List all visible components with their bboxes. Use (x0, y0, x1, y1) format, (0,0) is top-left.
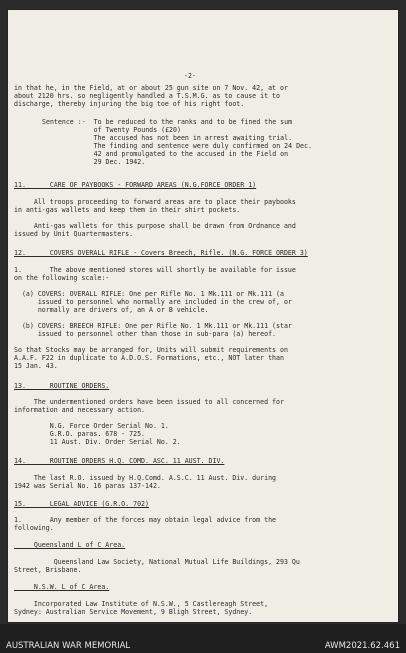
text-line: N.G. Force Order Serial No. 1. (14, 422, 169, 430)
text-line: of Twenty Pounds (£20) (42, 126, 181, 134)
text-line: Queensland Law Society, National Mutual Life Buildings, 293 Qu (14, 558, 300, 566)
subheading: Queensland L of C Area. (14, 541, 126, 549)
text-line: So that Stocks may be arranged for, Units will submit requirements on (14, 346, 288, 354)
text-line: 1. The above mentioned stores will shortly be available for issue (14, 266, 296, 274)
subheading: N.S.W. L of C Area. (14, 583, 110, 591)
text-line: normally are drivers of, an A or B vehicle. (14, 306, 209, 314)
text-line: 15 Jan. 43. (14, 362, 58, 370)
institution-label: AUSTRALIAN WAR MEMORIAL (6, 641, 131, 651)
text-line: (b) COVERS: BREECH RIFLE: One per Rifle No. 1 Mk.111 or Mk.111 (star (14, 322, 292, 330)
text-line: issued to personnel who normally are included in the crew of, or (14, 298, 292, 306)
text-line: (a) COVERS: OVERALL RIFLE: One per Rifle No. 1 Mk.111 or Mk.111 (a (14, 290, 284, 298)
text-line: issued by Unit Quartermasters. (14, 230, 134, 238)
text-line: discharge, thereby injuring the big toe of his right foot. (14, 100, 245, 108)
text-line: in anti-gas wallets and keep them in their shirt pockets. (14, 206, 241, 214)
text-line: Incorporated Law Institute of N.S.W., 5 Castlereagh Street, (14, 600, 269, 608)
section-heading: 11. CARE OF PAYBOOKS - FORWARD AREAS (N.G.FORCE ORDER 1) (14, 181, 257, 189)
text-line: The undermentioned orders have been issued to all concerned for (14, 398, 284, 406)
text-line: 1942 was Serial No. 16 paras 137-142. (14, 482, 161, 490)
text-line: Sydney: Australian Service Movement, 9 Bligh Street, Sydney. (14, 608, 253, 616)
accession-number: AWM2021.62.461 (324, 641, 400, 651)
section-heading: 15. LEGAL ADVICE (G.R.O. 702) (14, 500, 149, 508)
text-line: 42 and promulgated to the accused in the Field on (42, 150, 289, 158)
text-line: Sentence :- To be reduced to the ranks and to be fined the sum (42, 118, 293, 126)
text-line: The finding and sentence were duly confirmed on 24 Dec. (42, 142, 312, 150)
text-line: following. (14, 524, 54, 532)
text-line: 29 Dec. 1942. (42, 158, 146, 166)
text-line: 1. Any member of the forces may obtain legal advice from the (14, 516, 277, 524)
section-heading: 12. COVERS OVERALL RIFLE - Covers Breech, Rifle. (N.G. FORCE ORDER 3) (14, 249, 308, 257)
page-number: -2- (184, 72, 196, 80)
text-line: 11 Aust. Div. Order Serial No. 2. (14, 438, 181, 446)
text-line: G.R.O. paras. 678 - 725. (14, 430, 146, 438)
text-line: in that he, in the Field, at or about 25 gun site on 7 Nov. 42, at or (14, 84, 288, 92)
text-line: Anti-gas wallets for this purpose shall be drawn from Ordnance and (14, 222, 296, 230)
text-line: The last R.O. issued by H.Q.Comd. A.S.C. 11 Aust. Div. during (14, 474, 277, 482)
document-page (8, 10, 398, 622)
text-line: A.A.F. F22 in duplicate to A.D.O.S. Formations, etc., NOT later than (14, 354, 284, 362)
text-line: about 2120 hrs. so negligently handled a T.S.M.G. as to cause it to (14, 92, 280, 100)
text-line: issued to personnel other than those in sub-para (a) hereof. (14, 330, 277, 338)
archive-footer (0, 624, 406, 653)
text-line: Street, Brisbane. (14, 566, 82, 574)
text-line: All troops proceeding to forward areas are to place their paybooks (14, 198, 296, 206)
section-heading: 13. ROUTINE ORDERS. (14, 382, 110, 390)
text-line: information and necessary action. (14, 406, 146, 414)
section-heading: 14. ROUTINE ORDERS H.Q. COMD. ASC. 11 AUST. DIV. (14, 457, 225, 465)
text-line: on the following scale:- (14, 274, 110, 282)
text-line: The accused has not been in arrest awaiting trial. (42, 134, 293, 142)
